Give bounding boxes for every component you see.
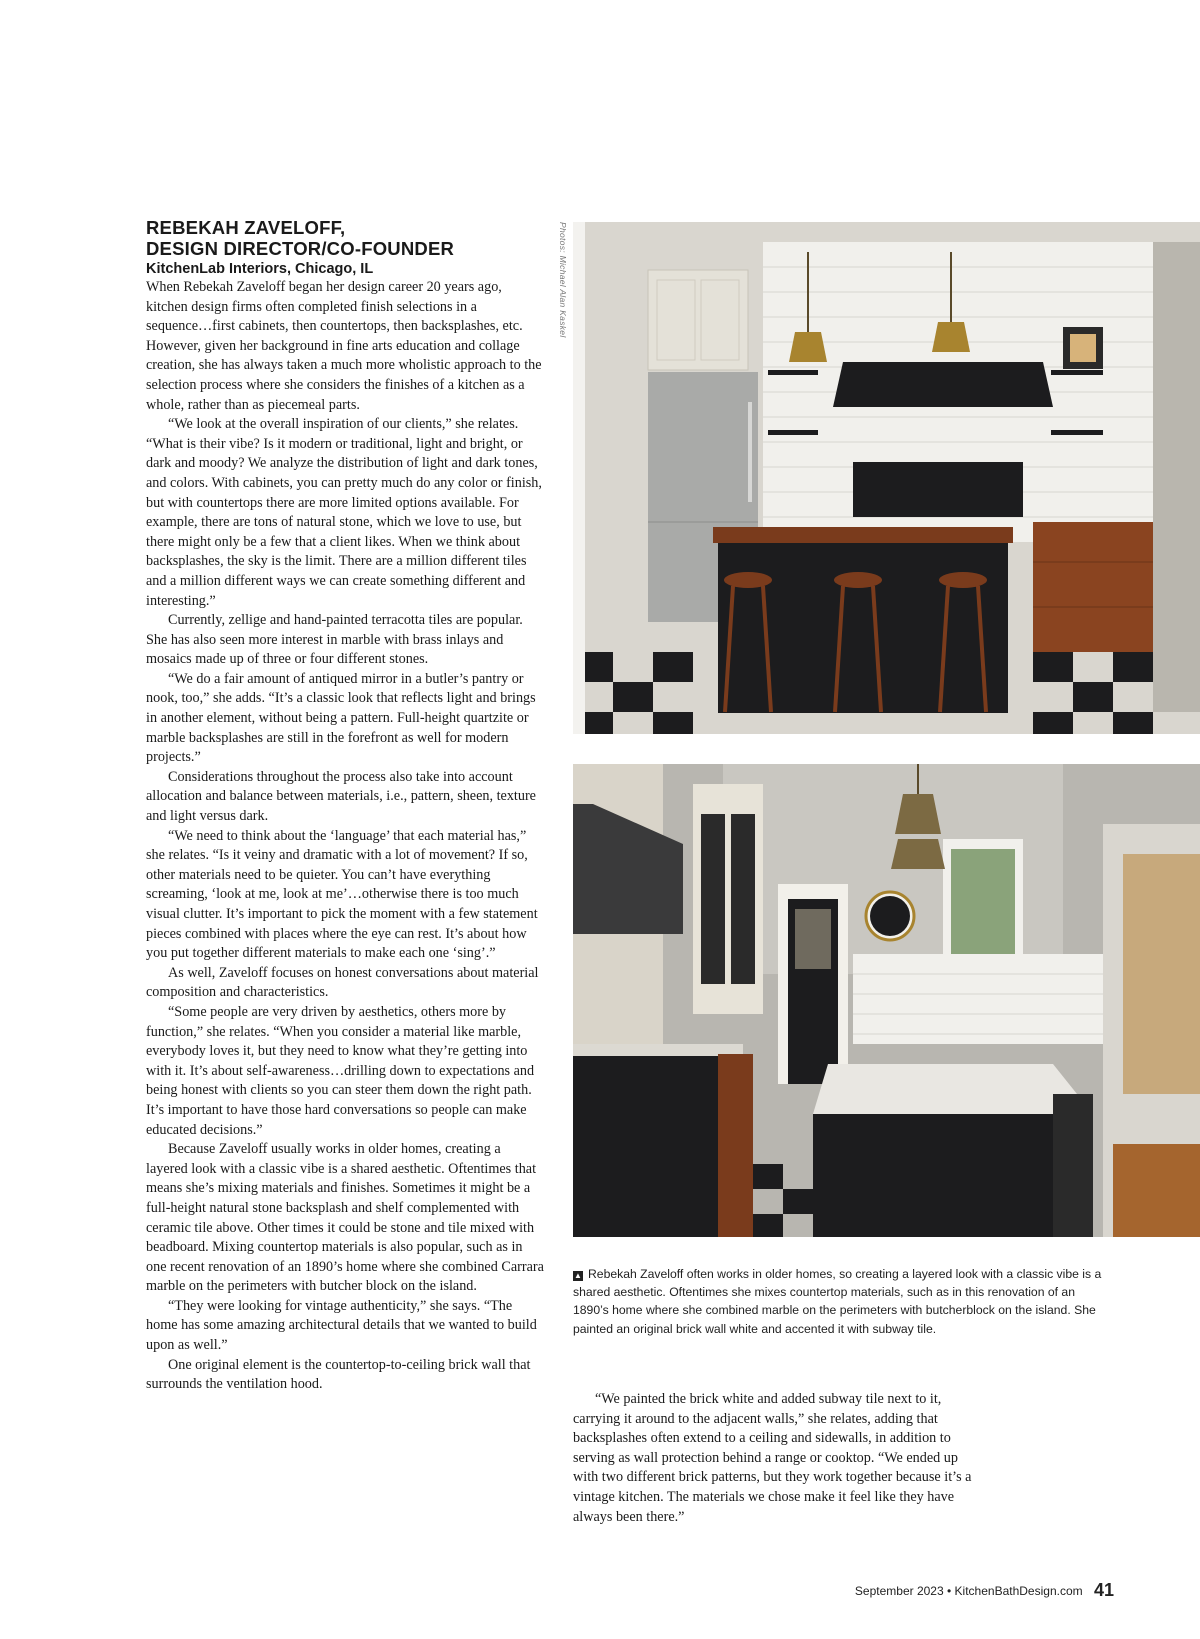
paragraph: “We do a fair amount of antiqued mirror in a butler’s pantry or nook, too,” she adds. “It’s a classic look that reflects light and brings in another element, without being a pattern. Full-height quartzite or marble backsplashes are still in the forefront as well for modern projects.” — [146, 670, 536, 766]
paragraph: “We need to think about the ‘language’ that each material has,” she relates. “Is it veiny and dramatic with a lot of movement? If so, other materials need to be quieter. You can’t have everything screaming, ‘look at me, look at me’…otherwise there is too much visual clutter. It’s important to pick the moment with a few statement pieces combined with places where the eye can rest. It’s about how you put together different materials to make each one ‘sing’.” — [146, 827, 538, 962]
paragraph: One original element is the countertop-to-ceiling brick wall that surrounds the ventilation hood. — [146, 1356, 531, 1393]
paragraph: “They were looking for vintage authenticity,” she says. “The home has some amazing architectural details that we wanted to build upon as well.” — [146, 1297, 537, 1354]
issue-date: September 2023 — [854, 1584, 944, 1598]
paragraph: When Rebekah Zaveloff began her design career 20 years ago, kitchen design firms often completed finish selections in a sequence…first cabinets, then countertops, then backsplashes, etc. However, given her background in fine arts education and collage creation, she has always taken a much more wholistic approach to the selection process where she considers the finishes of a kitchen as a whole, rather than as piecemeal parts. — [146, 279, 542, 413]
article-body-left — [146, 278, 544, 1395]
kitchen-photo-top — [573, 222, 1200, 734]
photo-credit: Photos: Michael Alan Kaskel — [558, 222, 568, 338]
person-name: REBEKAH ZAVELOFF, — [146, 217, 346, 238]
paragraph: “We look at the overall inspiration of our clients,” she relates. “What is their vibe? Is it modern or traditional, light and bright, or dark and moody? We analyze the distribution of light and dark tones, and colors. With cabinets, you can pretty much do any color or finish, but with countertops there are more limited options available. For example, there are tons of natural stone, which we love to use, but there might only be a few that a client likes. When we think about backsplashes, the sky is the limit. There are a million different tiles and a million different ways we can create something different and interesting.” — [146, 416, 542, 609]
person-title: DESIGN DIRECTOR/CO-FOUNDER — [146, 238, 455, 259]
article-header — [146, 217, 546, 279]
page-footer — [855, 1580, 1114, 1601]
paragraph: Because Zaveloff usually works in older homes, creating a layered look with a classic vibe is a shared aesthetic. Oftentimes that means she’s mixing materials and finishes. Sometimes it might be a full-height natural stone backsplash and shelf complemented with ceramic tile above. Other times it could be stone and tile mixed with beadboard. Mixing countertop materials is also popular, such as in one recent renovation of an 1890’s home where she combined Carrara marble on the perimeters with butcher block on the island. — [146, 1141, 544, 1295]
paragraph: Currently, zellige and hand-painted terracotta tiles are popular. She has also seen more interest in marble with brass inlays and mosaics made up of three or four different stones. — [146, 612, 523, 668]
paragraph: As well, Zaveloff focuses on honest conversations about material composition and characteristics. — [146, 964, 539, 1001]
caption-text: Rebekah Zaveloff often works in older homes, so creating a layered look with a classic vibe is a shared aesthetic. Oftentimes she mixes countertop materials, such as in this renovation of an 1890’s home where she combined marble on the perimeters with butcherblock on the island. She painted an original brick wall white and accented it with subway tile. — [573, 1267, 1102, 1336]
paragraph: “We painted the brick white and added subway tile next to it, carrying it around to the adjacent walls,” she relates, adding that backsplashes often extend to a ceiling and sidewalls, in addition to serving as wall protection behind a range or cooktop. “We ended up with two different brick patterns, but they work together because it’s a vintage kitchen. The materials we chose make it feel like they have always been there.” — [573, 1391, 972, 1525]
page-number: 41 — [1093, 1580, 1114, 1600]
footer-separator: • — [947, 1584, 952, 1598]
kitchen-photo-bottom — [573, 764, 1200, 1237]
photo-caption — [573, 1265, 1113, 1338]
paragraph: “Some people are very driven by aesthetics, others more by function,” she relates. “When you consider a material like marble, everybody loves it, but they need to know what they’re getting into with it. It’s about self-awareness…drilling down to expectations and being honest with clients so you can steer them down the right path. It’s important to have those hard conversations so people can make educated decisions.” — [146, 1003, 535, 1138]
photo-marker-icon: ▲ — [574, 1271, 582, 1280]
company-line: KitchenLab Interiors, Chicago, IL — [146, 261, 374, 277]
paragraph: Considerations throughout the process also take into account allocation and balance between materials, i.e., pattern, sheen, texture and light versus dark. — [146, 768, 536, 825]
article-body-right — [573, 1390, 973, 1527]
website: KitchenBathDesign.com — [954, 1584, 1083, 1598]
